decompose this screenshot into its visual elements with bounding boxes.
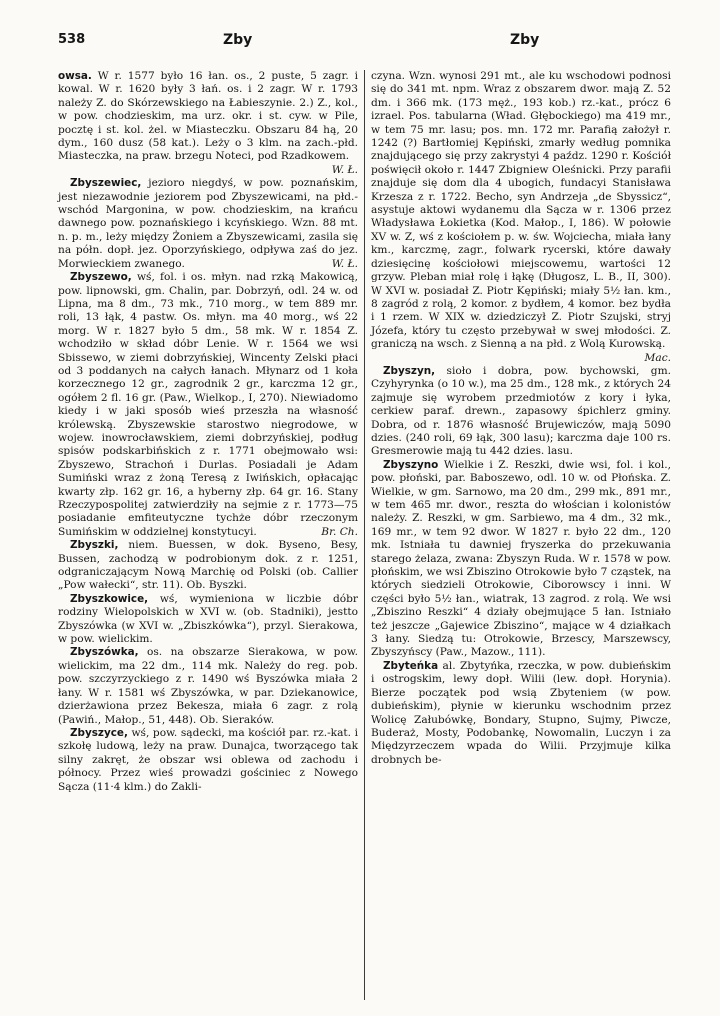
- entry-text: al. Zbytyńka, rzeczka, w pow. dubieńskim i ostrogskim, lewy dopł. Wilii (lew. dopł. Horynia). Bierze początek pod wsią Zbyteniem (w pow. dubieńskim), płynie w kierunku wschodnim przez Wolicę Załubówkę, Bondary, Stupno, Sujmy, Piwcze, Buderaż, Mosty, Podobankę, Nowomalin, Luczyn i za Międzyrzeczem wpada do Wilii. Przyjmuje kilka drobnych be-: [371, 659, 671, 766]
- entry: [371, 70, 671, 365]
- entry: [58, 727, 358, 794]
- entry-text: niem. Buessen, w dok. Byseno, Besy, Bussen, zachodzą w podrobionym dok. z r. 1251, odgraniczającym Nową Marchię od Polski (ob. Callier „Pow wałecki“, str. 11). Ob. Byszki.: [58, 539, 358, 592]
- entry: [58, 646, 358, 726]
- author-signature: Br. Ch.: [321, 525, 358, 538]
- right-running-head: Zby: [510, 32, 540, 48]
- page-number: 538: [58, 32, 86, 47]
- entry-headword: Zbyszyno: [383, 458, 439, 471]
- author-signature: W. Ł.: [331, 163, 358, 176]
- column-divider: [364, 70, 365, 1000]
- entry-headword: Zbyszyn,: [383, 364, 436, 377]
- entry-headword: Zbyteńka: [383, 659, 439, 672]
- entry: [371, 459, 671, 660]
- entry-text: Wielkie i Z. Reszki, dwie wsi, fol. i kol., pow. płoński, par. Baboszewo, odl. 10 w. od Płońska. Z. Wielkie, w gm. Sarnowo, ma 20 dm., 299 mk., 891 mr., w tem 465 mr. dwor., reszta do włościan i kolonistów należy. Z. Reszki, w gm. Sarbiewo, ma 4 dm., 32 mk., 169 mr., w tem 92 dwor. W 1827 r. było 22 dm., 120 mk. Istniała tu dawniej fryszerka do przekuwania starego żelaza, zwana: Zbyszyn Ruda. W r. 1578 w pow. płońskim, we wsi Zbiszino Otrokowie było 7 cząstek, na których siedzieli Otrokowie, Ciborowscy i inni. W części było 5½ łan., wiatrak, 13 zagrod. z rolą. We wsi „Zbiszino Reszki“ 4 działy obejmujące 5 łan. Istniało też jeszcze „Gajewice Zbiszino“, mające w 4 działkach 3 łany. Siedzą tu: Otrokowie, Brzescy, Marszewscy, Zbyszyńscy (Paw., Mazow., 111).: [371, 458, 671, 659]
- author-signature: Mac.: [644, 351, 671, 364]
- entry: [58, 593, 358, 647]
- page-header: [58, 32, 668, 56]
- entry-headword: Zbyszówka,: [70, 646, 139, 659]
- entry: [58, 177, 358, 271]
- entry-text: os. na obszarze Sierakowa, w pow. wielickim, ma 22 dm., 114 mk. Należy do reg. pob. pow. szczyrzyckiego z r. 1490 wś Byszówka miała 2 łany. W r. 1581 wś Zbyszówka, w par. Dziekanowice, dzierżawiona przez Bekesza, miała 6 zagr. z rolą (Pawiń., Małop., 51, 448). Ob. Sieraków.: [58, 646, 358, 726]
- entry: [58, 271, 358, 539]
- entry-headword: Zbyszkowice,: [70, 592, 149, 605]
- entry: [371, 365, 671, 459]
- left-column: [58, 70, 358, 794]
- entry-headword: owsa.: [58, 70, 92, 82]
- left-running-head: Zby: [223, 32, 253, 48]
- right-column: [371, 70, 671, 767]
- entry-text: czyna. Wzn. wynosi 291 mt., ale ku wschodowi podnosi się do 341 mt. npm. Wraz z obszarem dwor. mają Z. 52 dm. i 366 mk. (173 męż., 193 kob.) rz.-kat., prócz 6 izrael. Pos. tabularna (Wład. Głębockiego) ma 419 mr., w tem 75 mr. lasu; pos. mn. 172 mr. Parafią założył r. 1242 (?) Bartłomiej Kępiński, zmarły według pomnika znajdującego się przy zakrystyi 4 paźdz. 1290 r. Kościół poświęcił około r. 1447 Zbigniew Oleśnicki. Przy parafii znajduje się dom dla 4 ubogich, fundacyi Stanisława Krzesza z r. 1722. Becho, syn Andrzeja „de Sbyssicz“, asystuje aktowi wydanemu dla Sącza w r. 1306 przez Władysława Łokietka (Kod. Małop., I, 186). W połowie XV w. Z, wś z kościołem p. w. św. Wojciecha, miała łany km., karczmę, zagr., folwark rycerski, które dawały dziesięcinę kościołowi miejscowemu, wartości 12 grzyw. Pleban miał rolę i łąkę (Długosz, L. B., II, 300). W XVI w. posiadał Z. Piotr Kępiński; miały 5½ łan. km., 8 zagród z rolą, 2 komor. z bydłem, 4 komor. bez bydła i 1 rzem. W XIX w. dziedziczył Z. Piotr Szujski, stryj Józefa, który tu często przebywał w swej młodości. Z. graniczą na wsch. z Sienną a na płd. z Wolą Kurowską.: [371, 70, 671, 351]
- entry-text: W r. 1577 było 16 łan. os., 2 puste, 5 zagr. i kowal. W r. 1620 były 3 łań. os. i 2 zagr. W r. 1793 należy Z. do Skórzewskiego na Łabieszynie. 2.) Z., kol., w pow. chodzieskim, ma urz. okr. i st. cyw. w Pile, pocztę i st. kol. żel. w Miasteczku. Obszaru 84 hą, 20 dym., 160 dusz (58 kat.). Leży o 3 klm. na zach.-płd. Miasteczka, na praw. brzegu Noteci, pod Rzadkowem.: [58, 70, 358, 163]
- entry: [371, 660, 671, 767]
- entry-text: wś, pow. sądecki, ma kościół par. rz.-kat. i szkołę ludową, leży na praw. Dunajca, tworzącego tak silny zakręt, że obszar wsi oblewa od zachodu i północy. Przez wieś prowadzi gościniec z Nowego Sącza (11·4 klm.) do Zakli-: [58, 726, 358, 793]
- entry-text: wś, fol. i os. młyn. nad rzką Makowicą, pow. lipnowski, gm. Chalin, par. Dobrzyń, odl. 24 w. od Lipna, ma 8 dm., 73 mk., 710 morg., w tem 889 mr. roli, 13 łąk, 4 pastw. Os. młyn. ma 40 morg., wś 22 morg. W r. 1827 było 5 dm., 58 mk. W r. 1854 Z. wchodziło w skład dóbr Lenie. W r. 1564 we wsi Sbissewo, w ziemi dobrzyńskiej, Wincenty Zelski płaci od 3 poddanych na całych łanach. Młynarz od 1 koła korzecznego 12 gr., zagrodnik 2 gr., karczma 12 gr., ogółem 2 fl. 16 gr. (Paw., Wielkop., I, 270). Niewiadomo kiedy i w jaki sposób wieś przeszła na własność królewską. Zbyszewskie starostwo niegrodowe, w wojew. inowrocławskiem, ziemi dobrzyńskiej, podług spisów podskarbińskich z r. 1771 obejmowało wsi: Zbyszewo, Strachoń i Durlas. Posiadali je Adam Sumiński wraz z żoną Teresą z Iwińskich, opłacając kwarty złp. 162 gr. 16, a hyberny złp. 64 gr. 16. Stany Rzeczypospolitej zatwierdziły na sejmie z r. 1773—75 posiadanie emfiteutyczne tychże dóbr rzeczonym Sumińskim w oddzielnej konstytucyi.: [58, 271, 358, 538]
- entry-text: jezioro niegdyś, w pow. poznańskim, jest niezawodnie jeziorem pod Zbyszewicami, na płd.-wschód Margonina, w pow. chodzieskim, na krańcu dawnego pow. poznańskiego i kcyńskiego. Wzn. 88 mt. n. p. m., leży między Żoniem a Zbyszewicami, zasila się na półn. dopł. jez. Oporzyńskiego, odpływa zaś do jez. Morwieckiem zwanego.: [58, 177, 358, 270]
- entry-headword: Zbyszki,: [70, 539, 119, 552]
- entry: [58, 539, 358, 593]
- entry: [58, 70, 358, 177]
- entry-headword: Zbyszewo,: [70, 271, 132, 284]
- author-signature: W. Ł.: [331, 257, 358, 270]
- entry-text: sioło i dobra, pow. bychowski, gm. Czyhyrynka (o 10 w.), ma 25 dm., 128 mk., z których 24 zajmuje się wyrobem przedmiotów z kory i łyka, cerkiew paraf. drewn., zapasowy śpichlerz gminy. Dobra, od r. 1876 własność Brujewiczów, mają 5090 dzies. (240 roli, 69 łąk, 300 lasu); karczma daje 100 rs. Gresmerowie mają tu 442 dzies. lasu.: [371, 364, 671, 458]
- entry-headword: Zbyszewiec,: [70, 177, 142, 190]
- entry-text: wś, wymieniona w liczbie dóbr rodziny Wielopolskich w XVI w. (ob. Stadniki), jestto Zbyszówka (w XVI w. „Zbiszkówka“), przyl. Sierakowa, w pow. wielickim.: [58, 592, 358, 646]
- entry-headword: Zbyszyce,: [70, 726, 128, 739]
